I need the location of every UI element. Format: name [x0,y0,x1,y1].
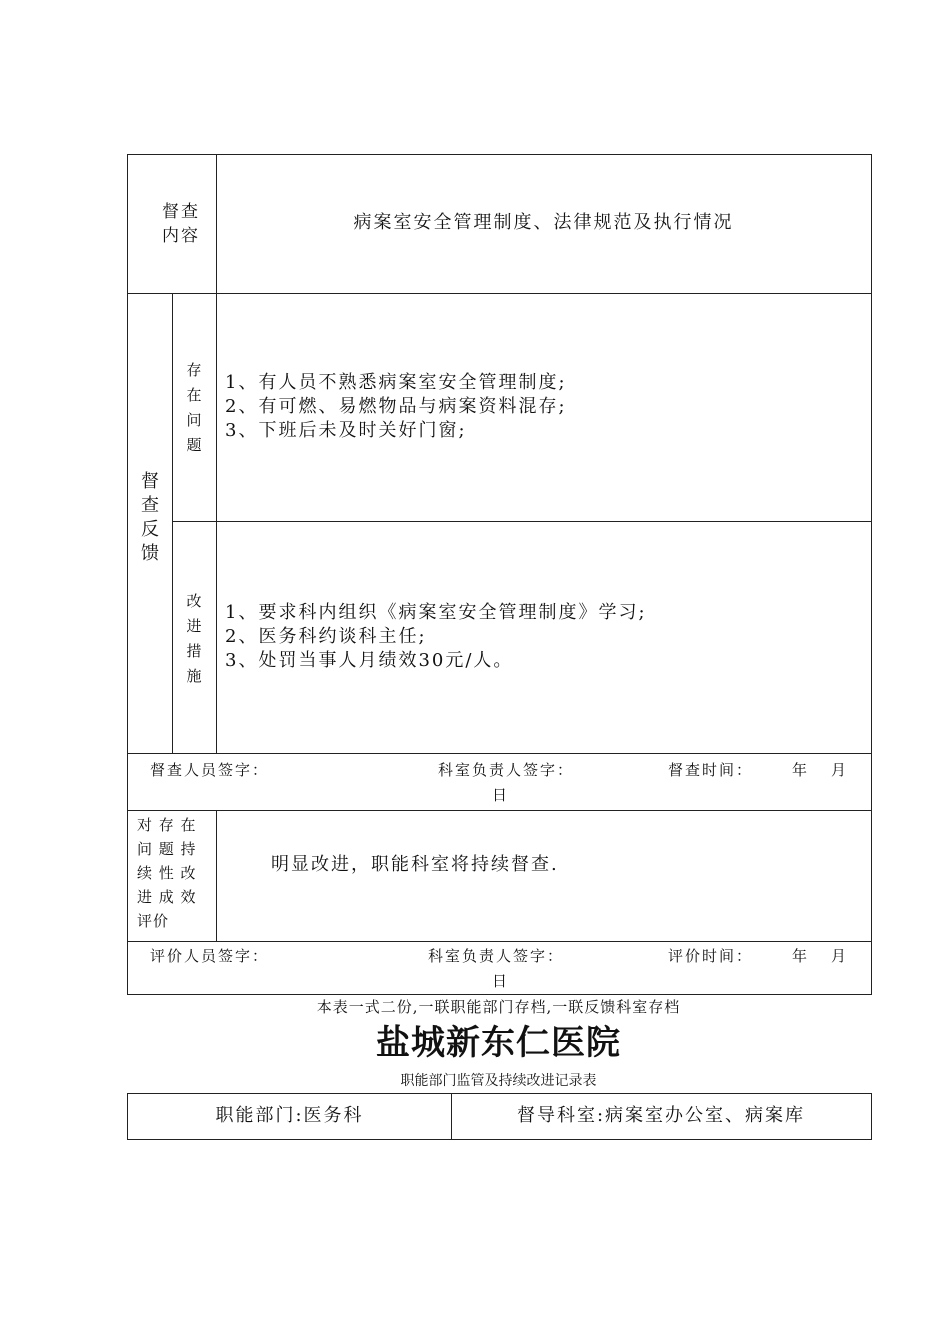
list-item: 1、要求科内组织《病案室安全管理制度》学习; [225,602,647,623]
row-divider [128,293,871,294]
col-divider [216,155,217,753]
list-item: 2、有可燃、易燃物品与病案资料混存; [225,396,567,417]
feedback-label-char: 督 [141,471,159,492]
problems-list [225,371,845,443]
month-label: 月 [831,761,849,779]
functional-dept: 职能部门:医务科 [215,1105,364,1126]
header-table [127,1093,872,1140]
problems-label-char: 存 [186,361,202,379]
evaluation-label-line: 进 成 效 [137,888,197,906]
row-divider [128,810,871,811]
problems-label-char: 题 [186,436,202,454]
feedback-label [128,470,172,566]
year-label: 年 [792,761,810,779]
day-label: 日 [492,972,510,990]
inspector-signature-label: 督查人员签字： [150,761,270,779]
evaluation-label-line: 问 题 持 [137,840,197,858]
supervised-dept: 督导科室:病案室办公室、病案库 [516,1105,806,1126]
evaluation-time-label: 评价时间： [668,947,754,965]
inspection-time-label: 督查时间： [668,761,754,779]
form-title: 职能部门监管及持续改进记录表 [400,1073,597,1089]
evaluation-label-line: 续 性 改 [137,864,197,882]
evaluator-signature-label: 评价人员签字： [150,947,270,965]
measures-label-char: 进 [186,617,202,635]
hospital-name: 盐城新东仁医院 [376,1023,621,1063]
list-item: 1、有人员不熟悉病案室安全管理制度; [225,372,567,393]
measures-list [225,601,855,673]
row-divider [128,753,871,754]
measures-label [172,589,216,689]
problems-label-char: 在 [186,386,202,404]
list-item: 2、医务科约谈科主任; [225,626,427,647]
footer-note: 本表一式二份,一联职能部门存档,一联反馈科室存档 [316,998,681,1016]
dept-head-signature-label: 科室负责人签字： [428,947,565,965]
row-divider [128,941,871,942]
dept-head-signature-label: 科室负责人签字： [438,761,575,779]
feedback-label-char: 查 [141,495,159,516]
evaluation-value: 明显改进，职能科室将持续督查. [271,854,559,875]
feedback-label-char: 馈 [141,543,159,564]
row-divider [172,521,871,522]
supervision-form [127,154,872,995]
evaluation-label [137,813,215,933]
col-divider [216,810,217,941]
measures-label-char: 措 [186,642,202,660]
day-label: 日 [492,786,510,804]
feedback-label-char: 反 [141,519,159,540]
content-label-line: 内容 [162,226,200,246]
content-label-line: 督查 [162,202,200,222]
problems-label [172,358,216,458]
content-label [156,200,206,248]
list-item: 3、下班后未及时关好门窗; [225,420,467,441]
list-item: 3、处罚当事人月绩效30元/人。 [225,650,514,671]
measures-label-char: 改 [186,592,202,610]
content-value: 病案室安全管理制度、法律规范及执行情况 [353,212,734,233]
problems-label-char: 问 [186,411,202,429]
year-label: 年 [792,947,810,965]
evaluation-label-line: 对 存 在 [137,816,197,834]
measures-label-char: 施 [186,667,202,685]
month-label: 月 [831,947,849,965]
evaluation-label-line: 评价 [137,912,170,930]
